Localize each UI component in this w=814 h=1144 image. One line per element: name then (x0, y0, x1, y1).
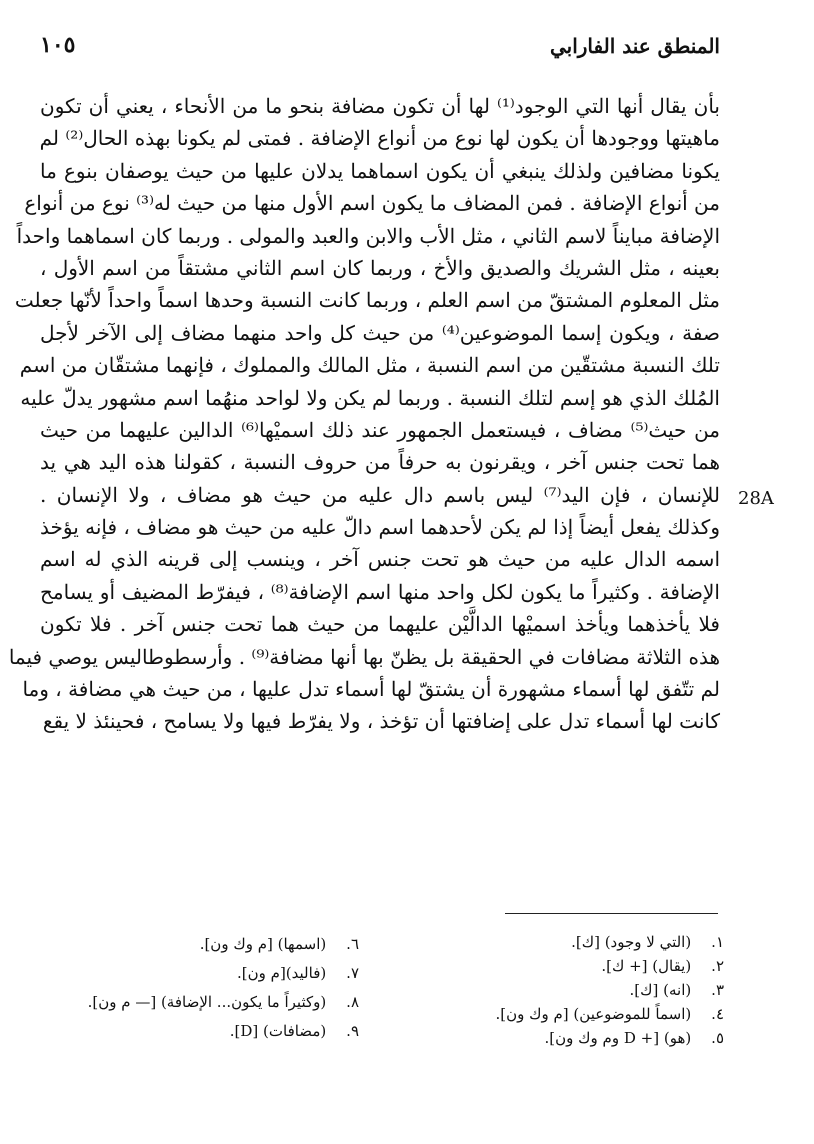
footnote-text: (اسماً للموضوعين) [م وك ون]. (495, 1005, 692, 1023)
text-line: للإنسان ، فإن اليد⁽⁷⁾ ليس باسم دال عليه من حيث هو مضاف ، ولا الإنسان . (40, 482, 720, 507)
footnote-number: ١. (711, 933, 724, 951)
text-line: ماهيتها ووجودها أن يكون لها نوع من أنواع الإضافة . فمتى لم يكونا بهذه الحال⁽²⁾ لم (39, 126, 720, 151)
footnote-text: (يقال) [+ ك]. (601, 957, 692, 975)
footnote (88, 930, 359, 959)
text-line: الإضافة . وكثيراً ما يكون لكل واحد منها اسم الإضافة⁽⁸⁾ ، فيفرّط المضيف أو يسامح (40, 579, 720, 604)
footnote-number: ٨. (346, 993, 359, 1011)
text-line: مثل المعلوم المشتقّ من اسم العلم ، وربما كانت النسبة وحدها اسماً واحداً لأنّها جعلت (14, 288, 720, 313)
footnote-text: (فاليد)[م ون]. (237, 964, 327, 982)
footnotes-column-left (88, 930, 359, 1046)
text-line: فلا يأخذهما ويأخذ اسميْها الدالَّيْن عليهما من حيث هما تحت جنس آخر . فلا تكون (40, 612, 720, 637)
footnote (88, 959, 359, 988)
text-line: بعينه ، مثل الشريك والصديق والأخ ، وربما كان اسم الثاني مشتقاً من اسم الأول ، (40, 255, 720, 280)
footnote (496, 930, 725, 954)
footnote-text: (مضافات) [D]. (229, 1022, 327, 1040)
footnote-text: (التي لا وجود) [ك]. (571, 933, 692, 951)
text-line: اسمه الدال عليه من حيث هو تحت جنس آخر ، وينسب إلى قرينه الذي له اسم (40, 547, 720, 572)
text-line: تلك النسبة مشتقّين من اسم النسبة ، مثل المالك والمملوك ، فإنهما مشتقّان من اسم (19, 353, 720, 378)
footnote-number: ٢. (711, 957, 724, 975)
text-line: الإضافة مبايناً لاسم الثاني ، مثل الأب والابن والعبد والمولى . وربما كان اسماهما واحداً (16, 223, 720, 248)
footnote-number: ٦. (346, 935, 359, 953)
footnote (496, 978, 725, 1002)
text-line: من حيث⁽⁵⁾ مضاف ، فيستعمل الجمهور عند ذلك اسميْها⁽⁶⁾ الدالين عليهما من حيث (40, 417, 721, 442)
footnote-number: ٣. (711, 981, 724, 999)
text-line: لم تتّفق لها أسماء مشهورة أن يشتقّ لها أسماء تدل عليها ، من حيث هي مضافة ، وما (22, 677, 720, 702)
running-title: المنطق عند الفارابي (549, 34, 720, 58)
text-line: يكونا مضافين ولذلك ينبغي أن يكون اسماهما يدلان عليها من حيث يوصفان بنوع ما (40, 158, 720, 183)
body-text (8, 90, 721, 738)
footnote-text: (اسمها) [م وك ون]. (199, 935, 327, 953)
footnote (88, 988, 359, 1017)
margin-folio-reference: 28A (738, 488, 774, 509)
footnotes-column-right (496, 930, 725, 1050)
text-line: صفة ، ويكون إسما الموضوعين⁽⁴⁾ من حيث كل واحد منهما مضاف إلى الآخر لأجل (40, 320, 720, 345)
text-line: المُلك الذي هو إسم لتلك النسبة . وربما لم يكن ولا لواحد منهُما اسم مشهور يدلّ عليه (20, 385, 720, 410)
footnote-number: ٩. (346, 1022, 359, 1040)
footnote (496, 1002, 725, 1026)
footnote-text: (وكثيراً ما يكون... الإضافة) [— م ون]. (87, 993, 327, 1011)
text-line: هذه الثلاثة مضافات في الحقيقة بل يظنّ بها أنها مضافة⁽⁹⁾ . وأرسطوطاليس يوصي فيما (8, 644, 720, 669)
footnote-number: ٥. (711, 1029, 724, 1047)
page-number: ١٠٥ (40, 32, 76, 58)
running-header (40, 30, 720, 66)
footnote-number: ٧. (346, 964, 359, 982)
footnote (88, 1017, 359, 1046)
text-line: من أنواع الإضافة . فمن المضاف ما يكون اسم الأول منها من حيث له⁽³⁾ نوع من أنواع (24, 191, 720, 216)
footnote-number: ٤. (711, 1005, 724, 1023)
footnote-text: (هو) [+ D وم وك ون]. (544, 1029, 692, 1047)
text-line: وكذلك يفعل أيضاً إذا لم يكن لأحدهما اسم دالّ عليه من حيث هو مضاف ، فإنه يؤخذ (40, 515, 720, 540)
text-line: هما تحت جنس آخر ، ويقرنون به حرفاً من حروف النسبة ، كقولنا هذه اليد هي يد (40, 450, 720, 475)
text-line: بأن يقال أنها التي الوجود⁽¹⁾ لها أن تكون مضافة بنحو ما من الأنحاء ، يعني أن تكون (40, 94, 720, 118)
footnote (496, 1026, 725, 1050)
footnote-separator (505, 913, 718, 914)
text-line: كانت لها أسماء تدل على إضافتها أن تؤخذ ، ولا يفرّط فيها ولا يسامح ، فحينئذ لا يقع (42, 709, 720, 734)
footnote-text: (انه) [ك]. (629, 981, 692, 999)
footnote (496, 954, 725, 978)
